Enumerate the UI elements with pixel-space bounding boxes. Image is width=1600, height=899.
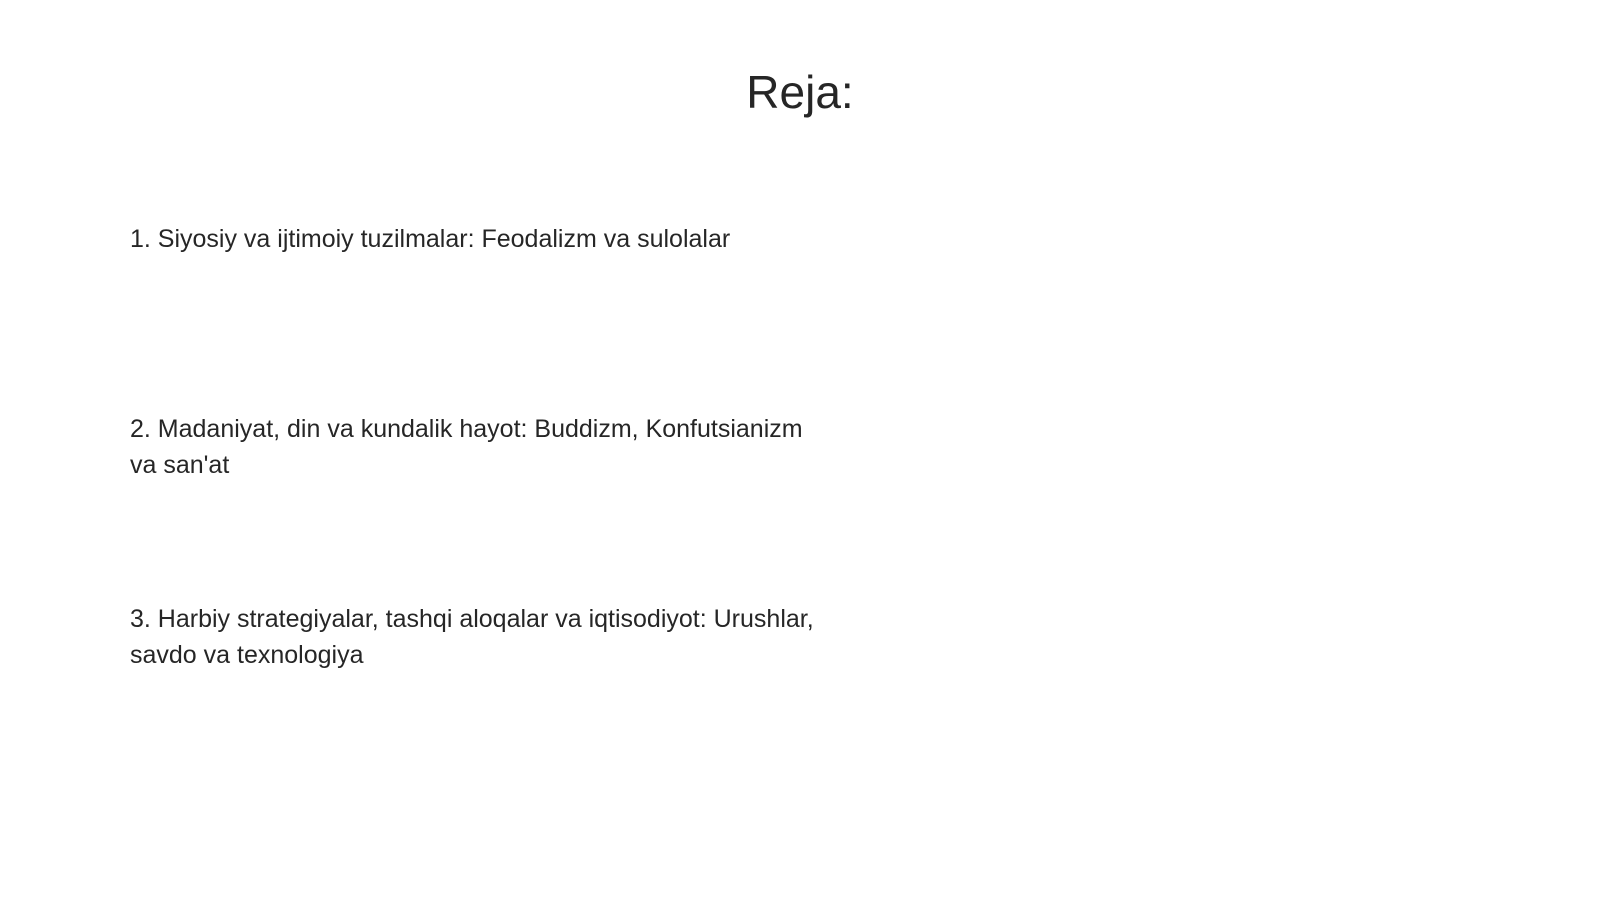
plan-item-3: 3. Harbiy strategiyalar, tashqi aloqalar va iqtisodiyot: Urushlar, savdo va texnologiya	[130, 605, 814, 669]
slide-title: Reja:	[746, 66, 854, 118]
plan-item-1: 1. Siyosiy va ijtimoiy tuzilmalar: Feodalizm va sulolalar	[130, 225, 731, 253]
plan-item-2: 2. Madaniyat, din va kundalik hayot: Buddizm, Konfutsianizm va san'at	[130, 415, 803, 479]
